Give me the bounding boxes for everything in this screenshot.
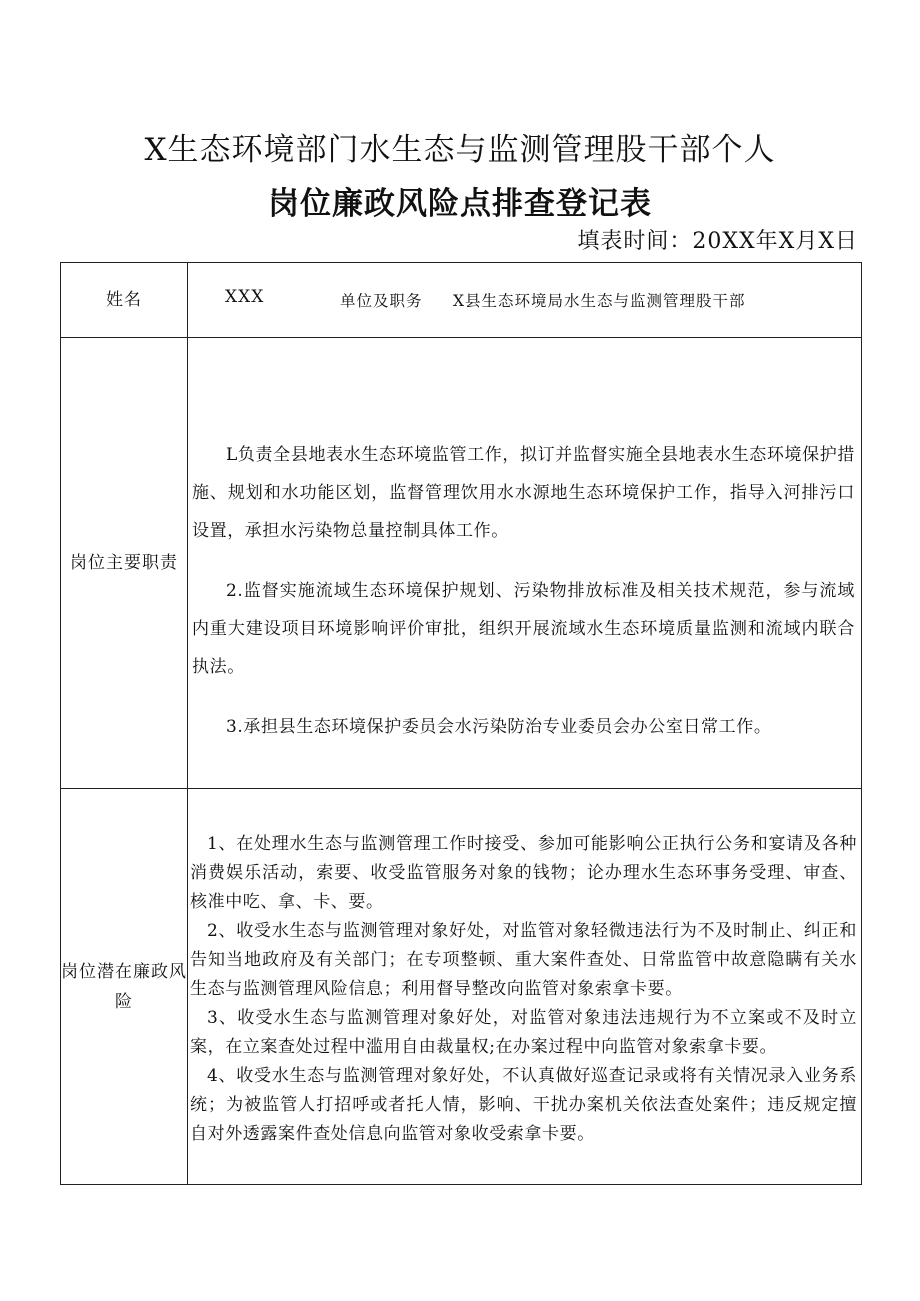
name-unit-cell xyxy=(188,263,862,338)
risk-item: 2、收受水生态与监测管理对象好处，对监管对象轻微违法行为不及时制止、纠正和告知当地政府及有关部门；在专项整顿、重大案件查处、日常监管中故意隐瞒有关水生态与监测管理风险信息；利用督导整改向监管对象索拿卡要。 xyxy=(190,921,857,999)
name-label: 姓名 xyxy=(61,263,188,338)
risk-content xyxy=(188,789,862,1185)
risk-item: 4、收受水生态与监测管理对象好处，不认真做好巡查记录或将有关情况录入业务系统；为被监管人打招呼或者托人情，影响、干扰办案机关依法查处案件；违反规定擅自对外透露案件查处信息向监管对象收受索拿卡要。 xyxy=(190,1066,857,1144)
risk-item: 3、收受水生态与监测管理对象好处，对监管对象违法违规行为不立案或不及时立案，在立案查处过程中滥用自由裁量权;在办案过程中向监管对象索拿卡要。 xyxy=(190,1008,857,1057)
duty-item: 3.承担县生态环境保护委员会水污染防治专业委员会办公室日常工作。 xyxy=(226,717,772,737)
table-row-name xyxy=(61,263,862,338)
duty-item: L负责全县地表水生态环境监管工作，拟订并监督实施全县地表水生态环境保护措施、规划和水功能区划，监督管理饮用水水源地生态环境保护工作，指导入河排污口设置，承担水污染物总量控制具体工作。 xyxy=(192,445,855,541)
risk-label: 岗位潜在廉政风险 xyxy=(61,789,188,1185)
risk-item: 1、在处理水生态与监测管理工作时接受、参加可能影响公正执行公务和宴请及各种消费娱乐活动，索要、收受监管服务对象的钱物；论办理水生态环事务受理、审查、核准中吃、拿、卡、要。 xyxy=(190,834,857,912)
registration-form-table xyxy=(60,262,862,1185)
document-title-line1: X生态环境部门水生态与监测管理股干部个人 xyxy=(144,132,776,168)
table-row-duties xyxy=(61,338,862,789)
unit-label: 单位及职务 xyxy=(340,292,423,310)
duty-item: 2.监督实施流域生态环境保护规划、污染物排放标准及相关技术规范，参与流域内重大建设项目环境影响评价审批，组织开展流域水生态环境质量监测和流域内联合执法。 xyxy=(192,581,855,677)
duty-label: 岗位主要职责 xyxy=(61,338,188,789)
unit-value: X县生态环境局水生态与监测管理股干部 xyxy=(453,292,746,310)
table-row-risks xyxy=(61,789,862,1185)
duty-content xyxy=(188,338,862,789)
fill-date: 填表时间：20XX年X月X日 xyxy=(577,229,858,254)
document-title-line2: 岗位廉政风险点排查登记表 xyxy=(268,186,652,222)
name-value: XXX xyxy=(225,287,265,307)
